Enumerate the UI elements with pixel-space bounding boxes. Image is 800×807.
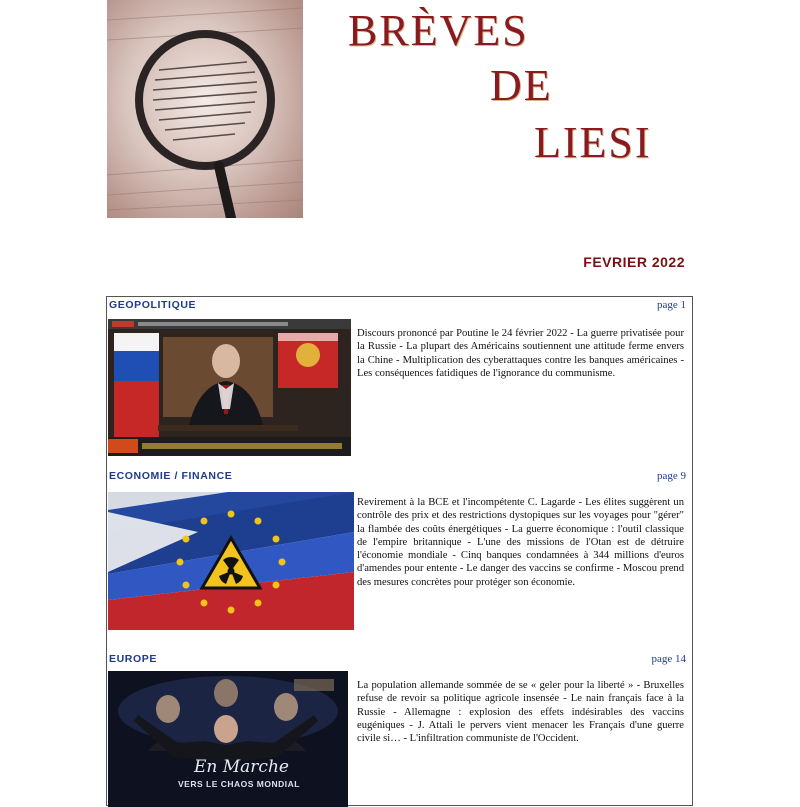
section-header <box>108 470 686 486</box>
section-summary: Revirement à la BCE et l'incompétente C. Lagarde - Les élites suggèrent un contrôle des prix et des restrictions dystopiques sur les voyages pour "gérer" la flambée des coûts énergétiques - La guerre économique : l'outil classique de l'empire britannique - L'une des missions de l'Otan est de détruire l'économie mondiale - Cinq banques condamnées à 344 millions d'euros d'amendes pour entente - Le danger des vaccins se confirme - Moscou prend des mesures concrètes pour protéger son économie. <box>357 497 684 588</box>
section-page-link[interactable]: page 14 <box>651 653 686 665</box>
poster-title: En Marche <box>194 757 289 777</box>
section-page-link[interactable]: page 1 <box>656 299 686 311</box>
en-marche-poster-image <box>108 671 348 807</box>
issue-date: FEVRIER 2022 <box>583 254 685 270</box>
title-line-1: BRÈVES <box>348 6 529 55</box>
section-label: GEOPOLITIQUE <box>109 299 197 311</box>
section-label: EUROPE <box>109 653 157 665</box>
section-header <box>108 299 686 315</box>
putin-speech-image <box>108 319 351 456</box>
title-line-2: DE <box>490 61 553 110</box>
poster-subtitle: VERS LE CHAOS MONDIAL <box>178 779 300 789</box>
section-label: ECONOMIE / FINANCE <box>109 470 233 482</box>
magnifying-glass-image <box>107 0 303 218</box>
title-line-3: LIESI <box>534 118 652 167</box>
section-summary: Discours prononcé par Poutine le 24 février 2022 - La guerre privatisée pour la Russie - La plupart des Américains soutiennent une attitude ferme envers la Chine - Multiplication des cyberattaques contre les banques américaines - Les conséquences fatidiques de l'ignorance du communisme. <box>357 328 684 379</box>
section-page-link[interactable]: page 9 <box>656 470 686 482</box>
section-header <box>108 653 686 669</box>
eu-russia-flag-image <box>108 492 354 630</box>
contents-box <box>106 296 693 806</box>
section-summary: La population allemande sommée de se « geler pour la liberté » - Bruxelles refuse de revoir sa politique agricole insensée - Le nain français face à la Russie - Allemagne : explosion des effets indésirables des vaccins eugéniques - J. Attali le pervers vient menacer les Français d'une guerre civile si… - L'infiltration communiste de l'Occident. <box>357 680 684 745</box>
